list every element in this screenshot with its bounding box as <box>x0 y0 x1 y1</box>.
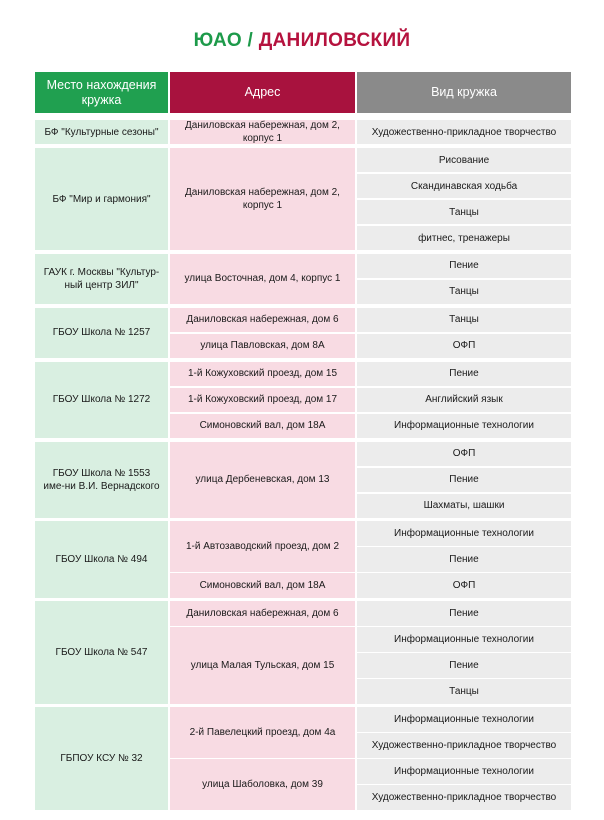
club-type-cell: Художественно-прикладное творчество <box>357 120 571 144</box>
header-place: Место нахождения кружка <box>35 72 168 113</box>
club-type-cell: Танцы <box>357 200 571 224</box>
club-type-cell: Танцы <box>357 308 571 332</box>
place-cell: БФ "Культурные сезоны" <box>35 120 168 144</box>
club-type-cell: Скандинавская ходьба <box>357 174 571 198</box>
club-type-cell: Пение <box>357 468 571 492</box>
header-type: Вид кружка <box>357 72 571 113</box>
club-type-cell: Пение <box>357 362 571 386</box>
club-type-cell: Художественно-прикладное творчество <box>357 785 571 809</box>
address-cell: улица Дербеневская, дом 13 <box>170 442 355 518</box>
club-type-cell: фитнес, тренажеры <box>357 226 571 250</box>
address-cell: 1-й Кожуховский проезд, дом 17 <box>170 388 355 412</box>
address-cell: Даниловская набережная, дом 2, корпус 1 <box>170 120 355 144</box>
club-type-cell: Рисование <box>357 148 571 172</box>
place-cell: БФ "Мир и гармония" <box>35 148 168 250</box>
club-type-cell: Художественно-прикладное творчество <box>357 733 571 757</box>
place-cell: ГБПОУ КСУ № 32 <box>35 707 168 809</box>
club-type-cell: Пение <box>357 254 571 278</box>
club-type-cell: Танцы <box>357 280 571 304</box>
club-type-cell: Шахматы, шашки <box>357 494 571 518</box>
club-type-cell: Информационные технологии <box>357 627 571 651</box>
place-cell: ГБОУ Школа № 494 <box>35 521 168 597</box>
place-cell: ГБОУ Школа № 1272 <box>35 362 168 438</box>
address-cell: Даниловская набережная, дом 6 <box>170 308 355 332</box>
title-separator: / <box>247 30 254 51</box>
header-address: Адрес <box>170 72 355 113</box>
club-type-cell: Информационные технологии <box>357 521 571 545</box>
club-type-cell: Пение <box>357 601 571 625</box>
address-cell: Даниловская набережная, дом 2, корпус 1 <box>170 148 355 250</box>
place-cell: ГБОУ Школа № 547 <box>35 601 168 703</box>
address-cell: улица Павловская, дом 8А <box>170 334 355 358</box>
address-cell: Симоновский вал, дом 18А <box>170 573 355 597</box>
address-cell: 2-й Павелецкий проезд, дом 4а <box>170 707 355 757</box>
address-cell: 1-й Кожуховский проезд, дом 15 <box>170 362 355 386</box>
club-type-cell: ОФП <box>357 334 571 358</box>
address-cell: улица Шаболовка, дом 39 <box>170 759 355 809</box>
club-type-cell: Английский язык <box>357 388 571 412</box>
club-type-cell: ОФП <box>357 442 571 466</box>
address-cell: Симоновский вал, дом 18А <box>170 414 355 438</box>
club-type-cell: Информационные технологии <box>357 707 571 731</box>
club-type-cell: ОФП <box>357 573 571 597</box>
address-cell: Даниловская набережная, дом 6 <box>170 601 355 625</box>
club-type-cell: Пение <box>357 547 571 571</box>
address-cell: улица Восточная, дом 4, корпус 1 <box>170 254 355 304</box>
club-type-cell: Информационные технологии <box>357 414 571 438</box>
address-cell: улица Малая Тульская, дом 15 <box>170 627 355 703</box>
place-cell: ГАУК г. Москвы "Культур-ный центр ЗИЛ" <box>35 254 168 304</box>
address-cell: 1-й Автозаводский проезд, дом 2 <box>170 521 355 571</box>
club-type-cell: Пение <box>357 653 571 677</box>
okrug-label: ЮАО <box>193 30 242 51</box>
club-type-cell: Информационные технологии <box>357 759 571 783</box>
place-cell: ГБОУ Школа № 1257 <box>35 308 168 358</box>
district-label: ДАНИЛОВСКИЙ <box>258 30 411 51</box>
place-cell: ГБОУ Школа № 1553 име-ни В.И. Вернадского <box>35 442 168 518</box>
club-type-cell: Танцы <box>357 679 571 703</box>
